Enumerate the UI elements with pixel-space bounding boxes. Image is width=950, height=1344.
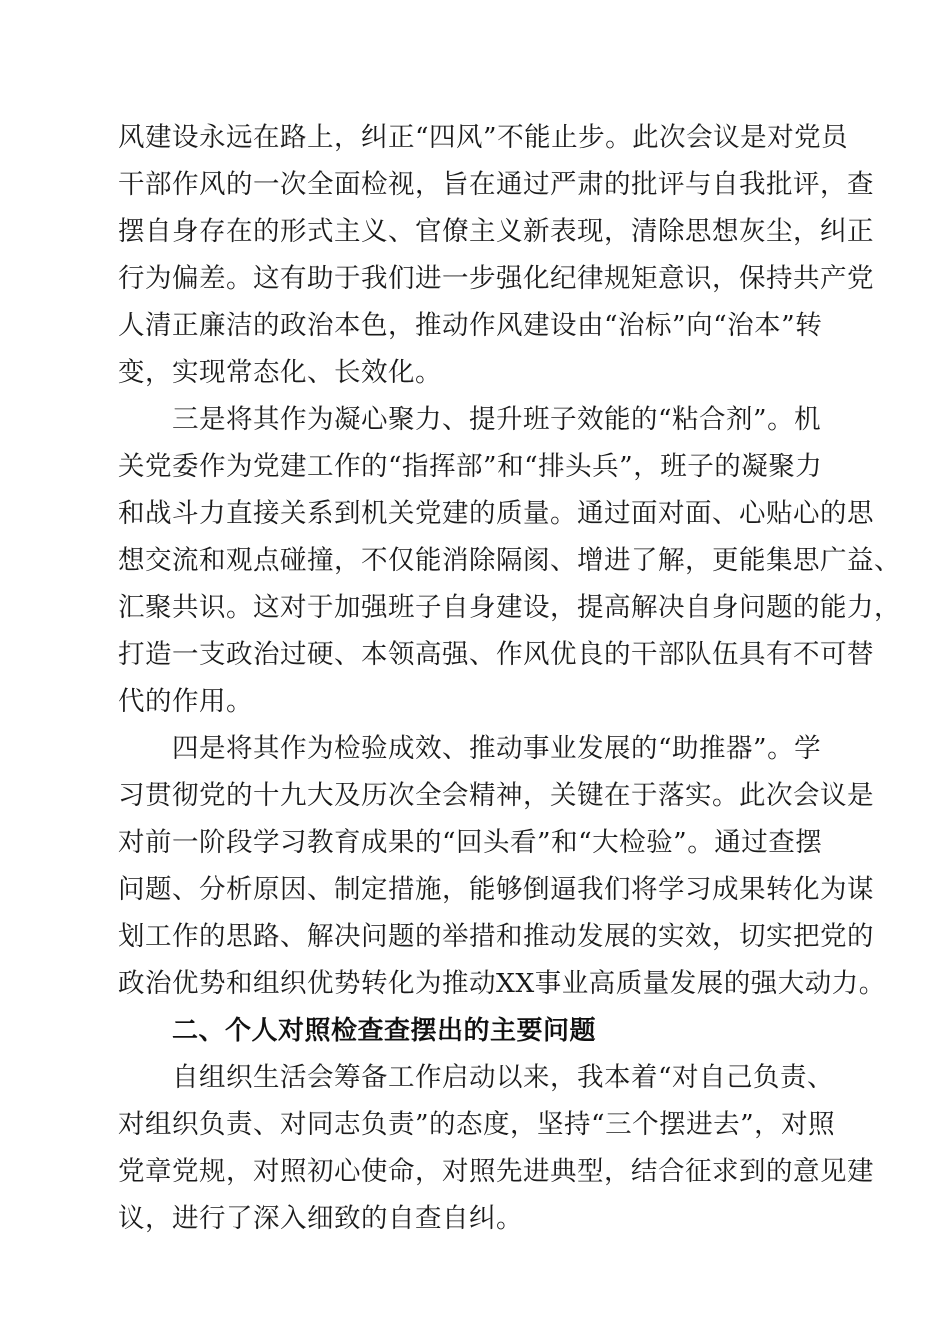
paragraph-1-line-6: 变，实现常态化、长效化。 (118, 357, 442, 388)
paragraph-2-line-1: 三是将其作为凝心聚力、提升班子效能的“粘合剂”。机 (172, 404, 822, 435)
paragraph-3-line-4: 问题、分析原因、制定措施，能够倒逼我们将学习成果转化为谋 (118, 874, 874, 905)
paragraph-2-line-3: 和战斗力直接关系到机关党建的质量。通过面对面、心贴心的思 (118, 498, 874, 529)
paragraph-4-line-3: 党章党规，对照初心使命，对照先进典型，结合征求到的意见建 (118, 1156, 874, 1187)
section-heading: 二、个人对照检查查摆出的主要问题 (172, 1016, 597, 1046)
paragraph-1-line-5: 人清正廉洁的政治本色，推动作风建设由“治标”向“治本”转 (118, 310, 823, 341)
paragraph-1-line-2: 干部作风的一次全面检视，旨在通过严肃的批评与自我批评，查 (118, 169, 874, 200)
paragraph-4-line-2: 对组织负责、对同志负责”的态度，坚持“三个摆进去”，对照 (118, 1109, 836, 1140)
paragraph-2-line-2: 关党委作为党建工作的“指挥部”和“排头兵”，班子的凝聚力 (118, 451, 823, 482)
paragraph-1-line-4: 行为偏差。这有助于我们进一步强化纪律规矩意识，保持共产党 (118, 263, 874, 294)
paragraph-2-line-4: 想交流和观点碰撞，不仅能消除隔阂、增进了解，更能集思广益、 (118, 545, 901, 576)
paragraph-1-line-3: 摆自身存在的形式主义、官僚主义新表现，清除思想灰尘，纠正 (118, 216, 874, 247)
paragraph-4-line-4: 议，进行了深入细致的自查自纠。 (118, 1203, 523, 1234)
paragraph-2-line-6: 打造一支政治过硬、本领高强、作风优良的干部队伍具有不可替 (118, 639, 874, 670)
paragraph-2-line-5: 汇聚共识。这对于加强班子自身建设，提高解决自身问题的能力， (118, 592, 901, 623)
paragraph-3-line-6: 政治优势和组织优势转化为推动XX事业高质量发展的强大动力。 (118, 968, 886, 999)
paragraph-3-line-2: 习贯彻党的十九大及历次全会精神，关键在于落实。此次会议是 (118, 780, 874, 811)
paragraph-3-line-5: 划工作的思路、解决问题的举措和推动发展的实效，切实把党的 (118, 921, 874, 952)
paragraph-4-line-1: 自组织生活会筹备工作启动以来，我本着“对自己负责、 (172, 1062, 835, 1093)
paragraph-3-line-1: 四是将其作为检验成效、推动事业发展的“助推器”。学 (172, 733, 822, 764)
paragraph-1-line-1: 风建设永远在路上，纠正“四风”不能止步。此次会议是对党员 (118, 122, 849, 153)
paragraph-2-line-7: 代的作用。 (118, 686, 253, 717)
paragraph-3-line-3: 对前一阶段学习教育成果的“回头看”和“大检验”。通过查摆 (118, 827, 823, 858)
